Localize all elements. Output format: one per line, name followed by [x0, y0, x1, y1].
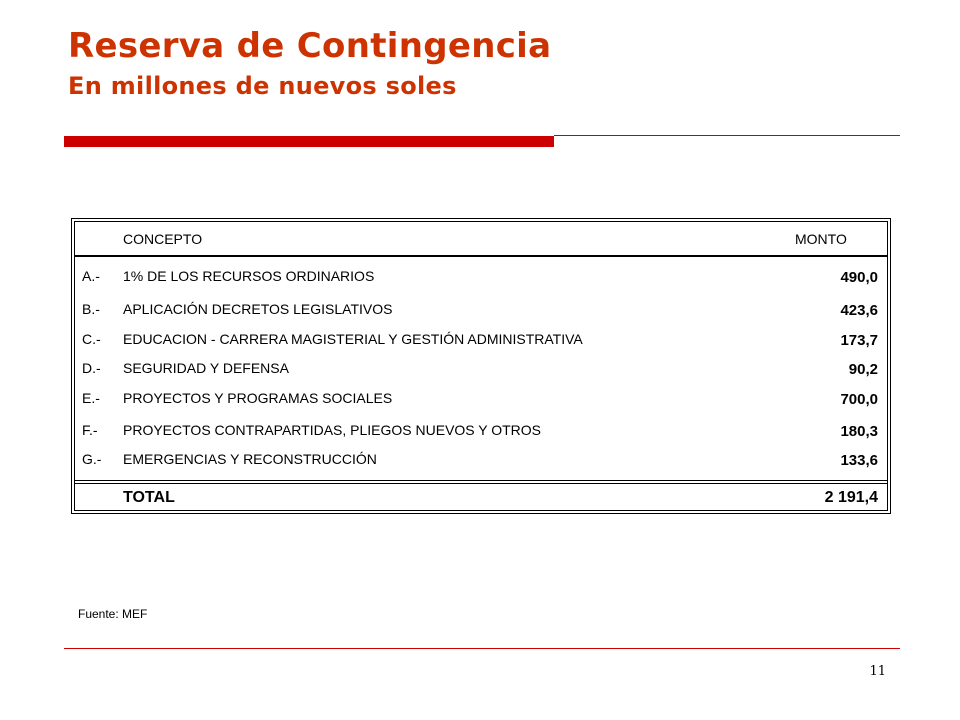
- row-concept: EDUCACION - CARRERA MAGISTERIAL Y GESTIÓN ADMINISTRATIVA: [123, 331, 583, 347]
- total-label: TOTAL: [123, 489, 175, 506]
- row-concept: APLICACIÓN DECRETOS LEGISLATIVOS: [123, 301, 393, 317]
- total-separator-bottom: [74, 483, 888, 484]
- row-amount: 423,6: [840, 302, 878, 319]
- row-letter: G.-: [82, 451, 102, 467]
- row-letter: A.-: [82, 268, 100, 284]
- page-number: 11: [869, 664, 886, 679]
- source-note: Fuente: MEF: [78, 607, 148, 621]
- row-concept: PROYECTOS CONTRAPARTIDAS, PLIEGOS NUEVOS Y OTROS: [123, 422, 542, 438]
- row-concept: EMERGENCIAS Y RECONSTRUCCIÓN: [123, 451, 377, 467]
- slide-title: Reserva de Contingencia: [68, 26, 552, 66]
- footer-rule: [64, 648, 900, 649]
- total-amount: 2 191,4: [824, 489, 878, 506]
- total-separator-top: [74, 480, 888, 481]
- row-concept: 1% DE LOS RECURSOS ORDINARIOS: [123, 268, 375, 284]
- column-header-concept: CONCEPTO: [123, 231, 203, 247]
- column-header-amount: MONTO: [795, 231, 847, 247]
- row-amount: 133,6: [840, 452, 878, 469]
- row-amount: 173,7: [840, 332, 878, 349]
- slide-subtitle: En millones de nuevos soles: [68, 72, 457, 100]
- header-rule-thick: [64, 136, 554, 147]
- header-rule-thin: [554, 135, 900, 136]
- row-amount: 700,0: [840, 391, 878, 408]
- header-separator: [74, 255, 888, 257]
- row-letter: B.-: [82, 301, 100, 317]
- row-letter: E.-: [82, 390, 100, 406]
- row-amount: 180,3: [840, 423, 878, 440]
- row-letter: F.-: [82, 422, 98, 438]
- row-amount: 90,2: [848, 361, 878, 378]
- row-letter: C.-: [82, 331, 101, 347]
- row-concept: PROYECTOS Y PROGRAMAS SOCIALES: [123, 390, 393, 406]
- row-concept: SEGURIDAD Y DEFENSA: [123, 360, 289, 376]
- row-amount: 490,0: [840, 269, 878, 286]
- row-letter: D.-: [82, 360, 101, 376]
